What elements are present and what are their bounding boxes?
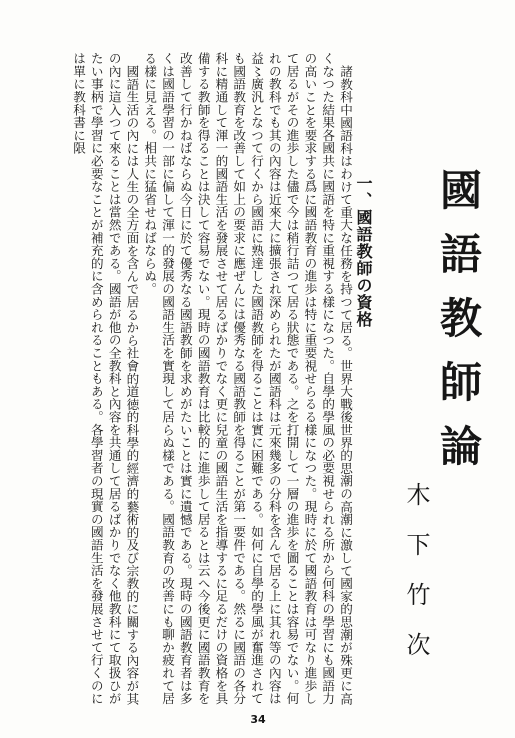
- body-paragraph: 諸教科中國語科はわけて重大な任務を持つて居る。世界大戰後世界的思潮の高潮に激して國家的思潮が殊更に高くなつた結果各國共に國語を特に重視する樣になつた。自學的學風の必要視せられる所から何科の學習にも國語力の高いことを要求する爲に國語教育の進歩は特に重要視せらるる樣になつた。現時に於て國語教育は可なり進歩して居るがその進歩した儘で今は稍行詰つて居る狀態である。之を打開して一層の進歩を圖ることは容易でない。何れの教科でも其の內容は近來大に擴張され深められたが國語科は元來幾多の分科を含んで居る上に其れ等の內容は益〻廣汎となつて行くから國語に熟達した國語教師を得ることは實に困難である。如何に自學的學風が奮進されても國語教育を改善して如上の要求に應ぜんには優秀なる國語教師を得ることが第一要件である。然るに國語の各分科に精通して渾一的國語生活を發展させて居るばかりでなく更に兒童の國語生活を指導するに足るだけの資格を具備する教師を得ることは決して容易でない。現時の國語教育は比較的に進歩して居るとは云へ今後更に國語教育を改善して行かねばならぬ今日に於て優秀なる國語教師を求めがたいことは實に遺憾である。現時の國語教育者は多くは國語學習の一部に偏して渾一的發展の國語生活を實現して居らぬ樣である。國語教育の改善にも聊か疲れて居る樣に見える。相共に猛省せねばならぬ。: [142, 52, 353, 705]
- body-text: [48, 52, 354, 707]
- author-name: 木下竹次: [402, 482, 430, 682]
- section-heading: 一、國語教師の資格: [354, 175, 373, 328]
- page-title: 國語教師論: [434, 168, 483, 488]
- page-number: 34: [250, 713, 266, 726]
- body-paragraph: 國語生活の內には人生の全方面を含んで居るから社會的道徳的科學的經濟的藝術的及び宗教的に關する內容が其の內に這入つて來ることは當然である。國語が他の全教科と內容を共通して居るばかりでなく他教科にて取扱ひがたい事柄で學習に必要なことが補充的に含められることもある。各學習者の現實の國語生活を發展させて行くのには單に教科書に限: [71, 52, 140, 705]
